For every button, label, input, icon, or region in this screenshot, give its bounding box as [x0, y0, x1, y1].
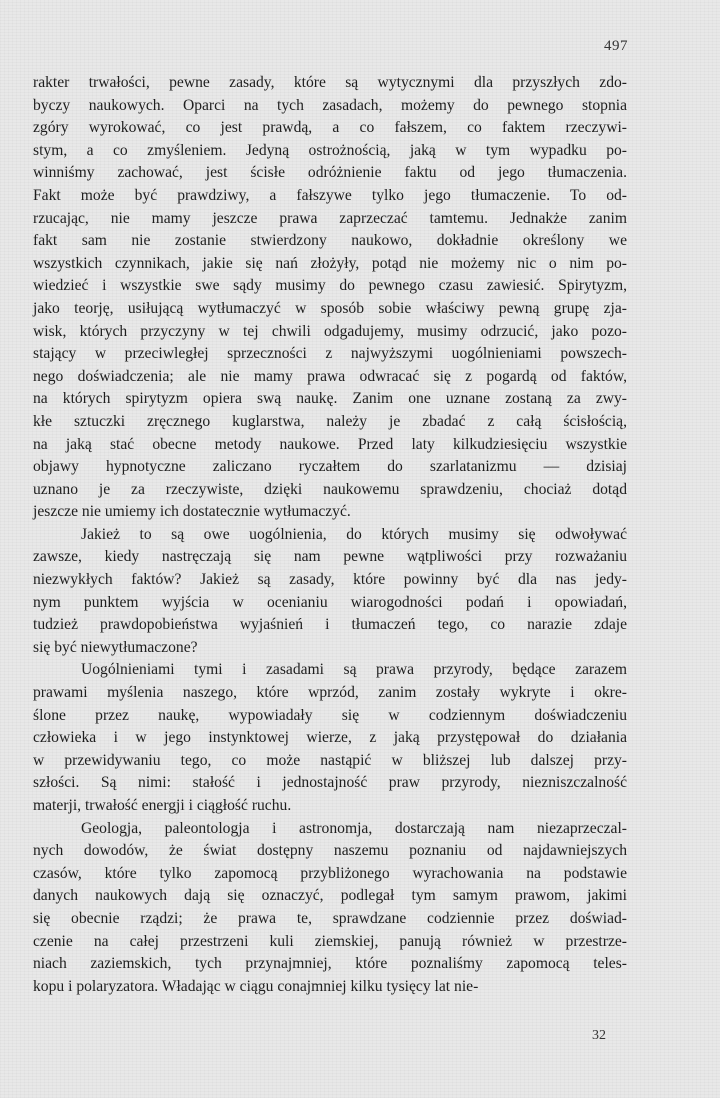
signature-number: 32 [592, 1028, 606, 1043]
text-line: zgóry wyrokować, co jest prawdą, a co fałszem, co faktem rzeczywi- [33, 119, 627, 137]
text-line: w przewidywaniu tego, co może nastąpić w bliższej lub dalszej przy- [33, 751, 627, 769]
text-line: objawy hypnotyczne zaliczano ryczałtem do szarlatanizmu — dzisiaj [33, 458, 627, 476]
text-line: prawami myślenia naszego, które wprzód, zanim zostały wykryte i okre- [33, 684, 627, 702]
text-line: wiedzieć i wszystkie swe sądy musimy do pewnego czasu zawiesić. Spirytyzm, [33, 277, 627, 295]
text-line: jako teorję, usiłującą wytłumaczyć w sposób sobie właściwy pewną grupę zja- [33, 299, 627, 317]
text-line: jeszcze nie umiemy ich dostatecznie wytłumaczyć. [33, 503, 351, 521]
text-line: ślone przez naukę, wypowiadały się w codziennym doświadczeniu [33, 706, 627, 724]
text-line: Jakież to są owe uogólnienia, do których musimy się odwoływać [81, 525, 627, 543]
text-line: się być niewytłumaczone? [33, 638, 198, 656]
text-line: stym, a co zmyśleniem. Jedyną ostrożnością, jaką w tym wypadku po- [33, 141, 627, 159]
text-line: byczy naukowych. Oparci na tych zasadach, możemy do pewnego stopnia [33, 96, 627, 114]
body-text [33, 72, 627, 998]
text-line: wszystkich czynnikach, jakie się nań złożyły, potąd nie możemy nic o nim po- [33, 254, 627, 272]
text-line: zawsze, kiedy nastręczają się nam pewne wątpliwości przy rozważaniu [33, 548, 627, 566]
page-number: 497 [604, 38, 628, 54]
paragraph [33, 818, 627, 999]
text-line: Uogólnieniami tymi i zasadami są prawa przyrody, będące zarazem [81, 661, 627, 679]
text-line: nym punktem wyjścia w ocenianiu wiarogodności podań i opowiadań, [33, 593, 627, 611]
text-line: nych dowodów, że świat dostępny naszemu poznaniu od najdawniejszych [33, 842, 627, 860]
text-line: czenie na całej przestrzeni kuli ziemskiej, panują również w przestrze- [33, 932, 627, 950]
text-line: winniśmy zachować, jest ścisłe odróżnienie faktu od jego tłumaczenia. [33, 164, 627, 182]
text-line: materji, trwałość energji i ciągłość ruchu. [33, 797, 292, 814]
paragraph [33, 72, 627, 524]
text-line: uznano je za rzeczywiste, dzięki naukowemu sprawdzeniu, chociaż dotąd [33, 480, 627, 498]
text-line: stający w przeciwległej sprzeczności z najwyższymi uogólnieniami powszech- [33, 345, 627, 363]
text-line: niach zaziemskich, tych przynajmniej, które poznaliśmy zapomocą teles- [33, 955, 627, 973]
text-line: szłości. Są nimi: stałość i jednostajność praw przyrody, niezniszczalność [33, 774, 627, 792]
text-line: na których spirytyzm opiera swą naukę. Zanim one uznane zostaną za zwy- [33, 390, 627, 408]
text-line: danych naukowych dają się oznaczyć, podlegał tym samym prawom, jakimi [33, 887, 627, 905]
text-line: Fakt może być prawdziwy, a fałszywe tylko jego tłumaczenie. To od- [33, 186, 627, 204]
text-line: Geologja, paleontologja i astronomja, dostarczają nam niezaprzeczal- [81, 819, 627, 837]
paragraph [33, 659, 627, 817]
text-line: nego doświadczenia; ale nie mamy prawa odwracać się z pogardą od faktów, [33, 367, 627, 385]
text-line: rakter trwałości, pewne zasady, które są wytycznymi dla przyszłych zdo- [33, 74, 627, 91]
text-line: rzucając, nie mamy jeszcze prawa zaprzeczać tamtemu. Jednakże zanim [33, 209, 627, 227]
text-line: się obecnie rządzi; że prawa te, sprawdzane codziennie przez doświad- [33, 909, 627, 927]
text-line: czasów, które tylko zapomocą przybliżonego wyrachowania na podstawie [33, 864, 627, 882]
text-line: na jaką stać obecne metody naukowe. Przed laty kilkudziesięciu wszystkie [33, 435, 627, 453]
text-line: kłe sztuczki zręcznego kuglarstwa, należy je zbadać z całą ścisłością, [33, 412, 627, 430]
text-line: tudzież prawdopobieństwa wyjaśnień i tłumaczeń tego, co narazie zdaje [33, 616, 627, 634]
text-line: kopu i polaryzatora. Władając w ciągu conajmniej kilku tysięcy lat nie- [33, 977, 479, 995]
text-line: wisk, których przyczyny w tej chwili odgadujemy, musimy odrzucić, jako pozo- [33, 322, 627, 340]
paragraph [33, 524, 627, 660]
text-line: człowieka i w jego instynktowej wierze, z jaką przystępował do działania [33, 729, 627, 747]
text-line: fakt sam nie zostanie stwierdzony naukowo, dokładnie określony we [33, 232, 627, 250]
text-line: niezwykłych faktów? Jakież są zasady, które powinny być dla nas jedy- [33, 571, 627, 589]
